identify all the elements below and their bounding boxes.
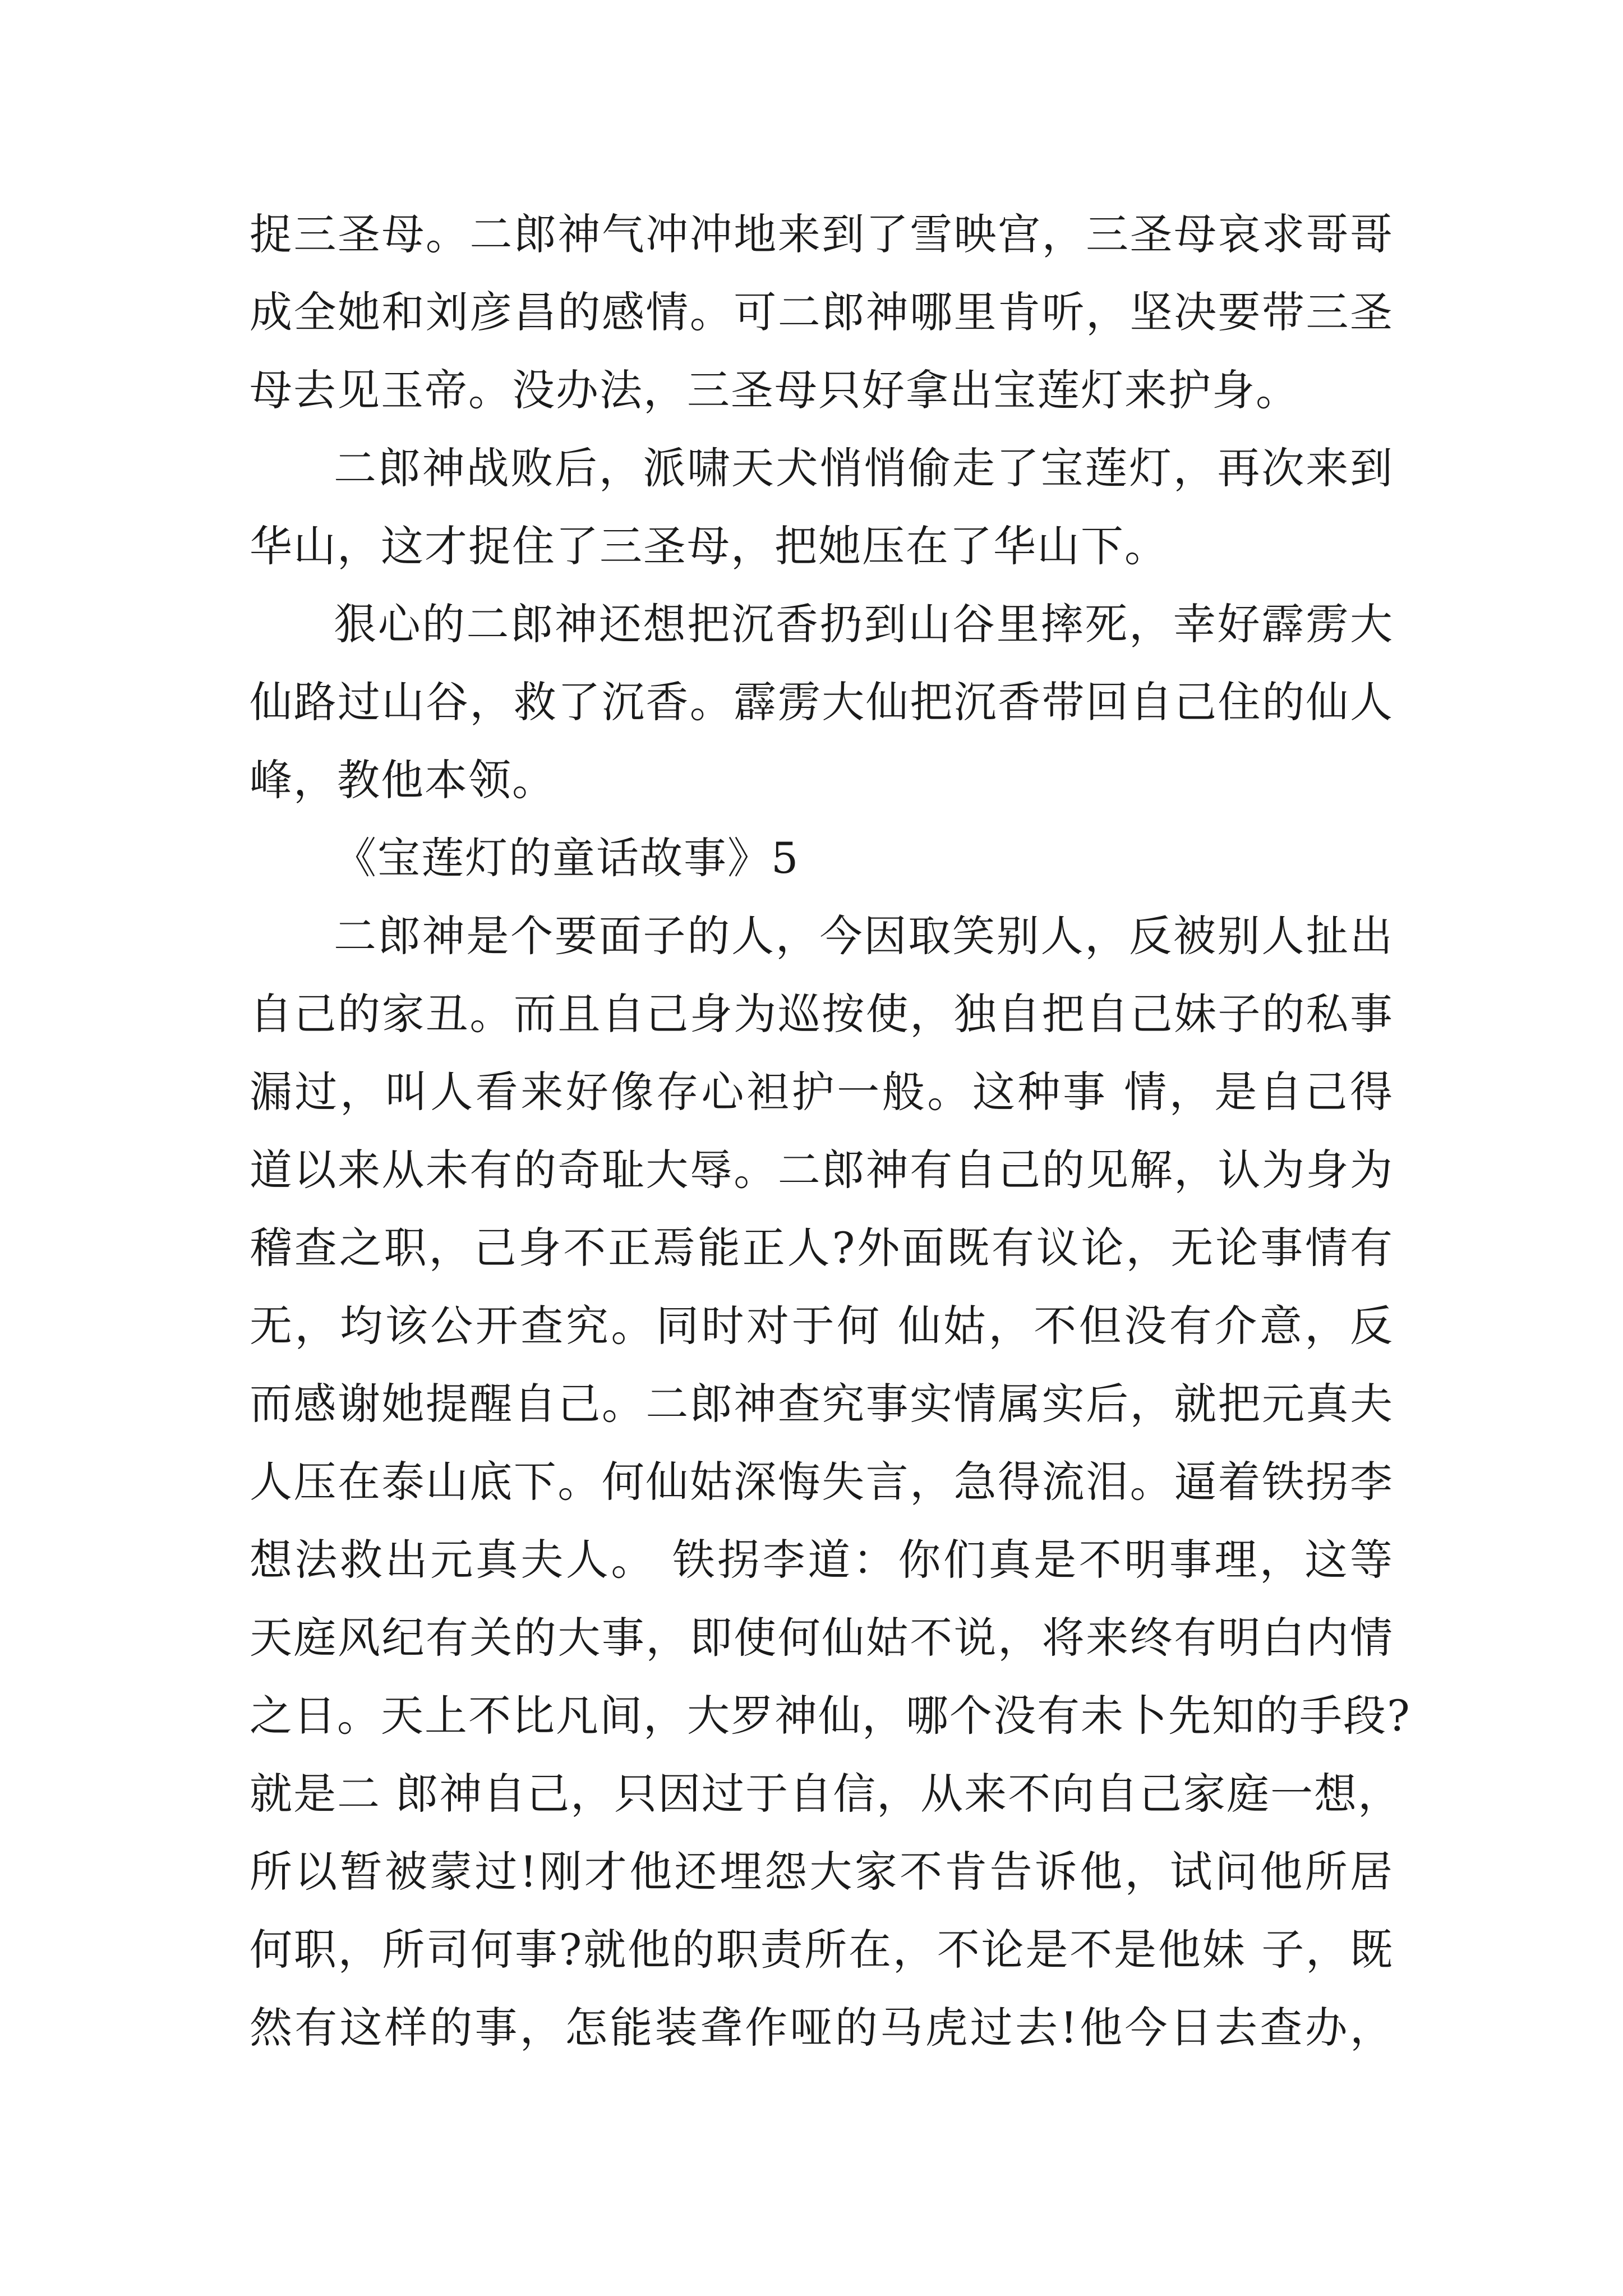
section-heading: 《宝莲灯的童话故事》5: [334, 833, 800, 883]
text-line: 成全她和刘彦昌的感情。可二郎神哪里肯听，坚决要带三圣: [250, 287, 1394, 337]
text-line: 华山，这才捉住了三圣母，把她压在了华山下。: [250, 521, 1168, 571]
paragraph-first-line: 二郎神战败后，派啸天犬悄悄偷走了宝莲灯，再次来到: [334, 443, 1394, 493]
text-line: 想法救出元真夫人。 铁拐李道：你们真是不明事理，这等: [250, 1535, 1394, 1585]
text-line: 稽查之职，己身不正焉能正人?外面既有议论，无论事情有: [250, 1223, 1394, 1273]
text-line: 天庭风纪有关的大事，即使何仙姑不说，将来终有明白内情: [250, 1613, 1394, 1663]
paragraph-first-line: 二郎神是个要面子的人，今因取笑别人，反被别人扯出: [334, 911, 1394, 961]
text-line: 所以暂被蒙过!刚才他还埋怨大家不肯告诉他，试问他所居: [250, 1847, 1394, 1897]
document-body: [250, 195, 1411, 2067]
text-line: 漏过，叫人看来好像存心袒护一般。这种事 情，是自己得: [250, 1067, 1394, 1117]
text-line: 何职，所司何事?就他的职责所在，不论是不是他妹 子，既: [250, 1925, 1394, 1975]
text-line: 捉三圣母。二郎神气冲冲地来到了雪映宫，三圣母哀求哥哥: [250, 209, 1394, 259]
text-line: 之日。天上不比凡间，大罗神仙，哪个没有未卜先知的手段?: [250, 1691, 1411, 1741]
text-line: 然有这样的事，怎能装聋作哑的马虎过去!他今日去查办，: [250, 2003, 1394, 2053]
text-line: 无，均该公开查究。同时对于何 仙姑，不但没有介意，反: [250, 1301, 1394, 1351]
text-line: 人压在泰山底下。何仙姑深悔失言，急得流泪。逼着铁拐李: [250, 1457, 1394, 1507]
text-line: 母去见玉帝。没办法，三圣母只好拿出宝莲灯来护身。: [250, 365, 1299, 415]
text-line: 而感谢她提醒自己。二郎神查究事实情属实后，就把元真夫: [250, 1379, 1394, 1429]
text-line: 峰，教他本领。: [250, 755, 556, 805]
text-line: 自己的家丑。而且自己身为巡按使，独自把自己妹子的私事: [250, 989, 1394, 1039]
text-line: 道以来从未有的奇耻大辱。二郎神有自己的见解，认为身为: [250, 1145, 1394, 1195]
paragraph-first-line: 狠心的二郎神还想把沉香扔到山谷里摔死，幸好霹雳大: [334, 599, 1394, 649]
text-line: 仙路过山谷，救了沉香。霹雳大仙把沉香带回自己住的仙人: [250, 677, 1394, 727]
text-line: 就是二 郎神自己，只因过于自信，从来不向自己家庭一想，: [250, 1769, 1402, 1819]
